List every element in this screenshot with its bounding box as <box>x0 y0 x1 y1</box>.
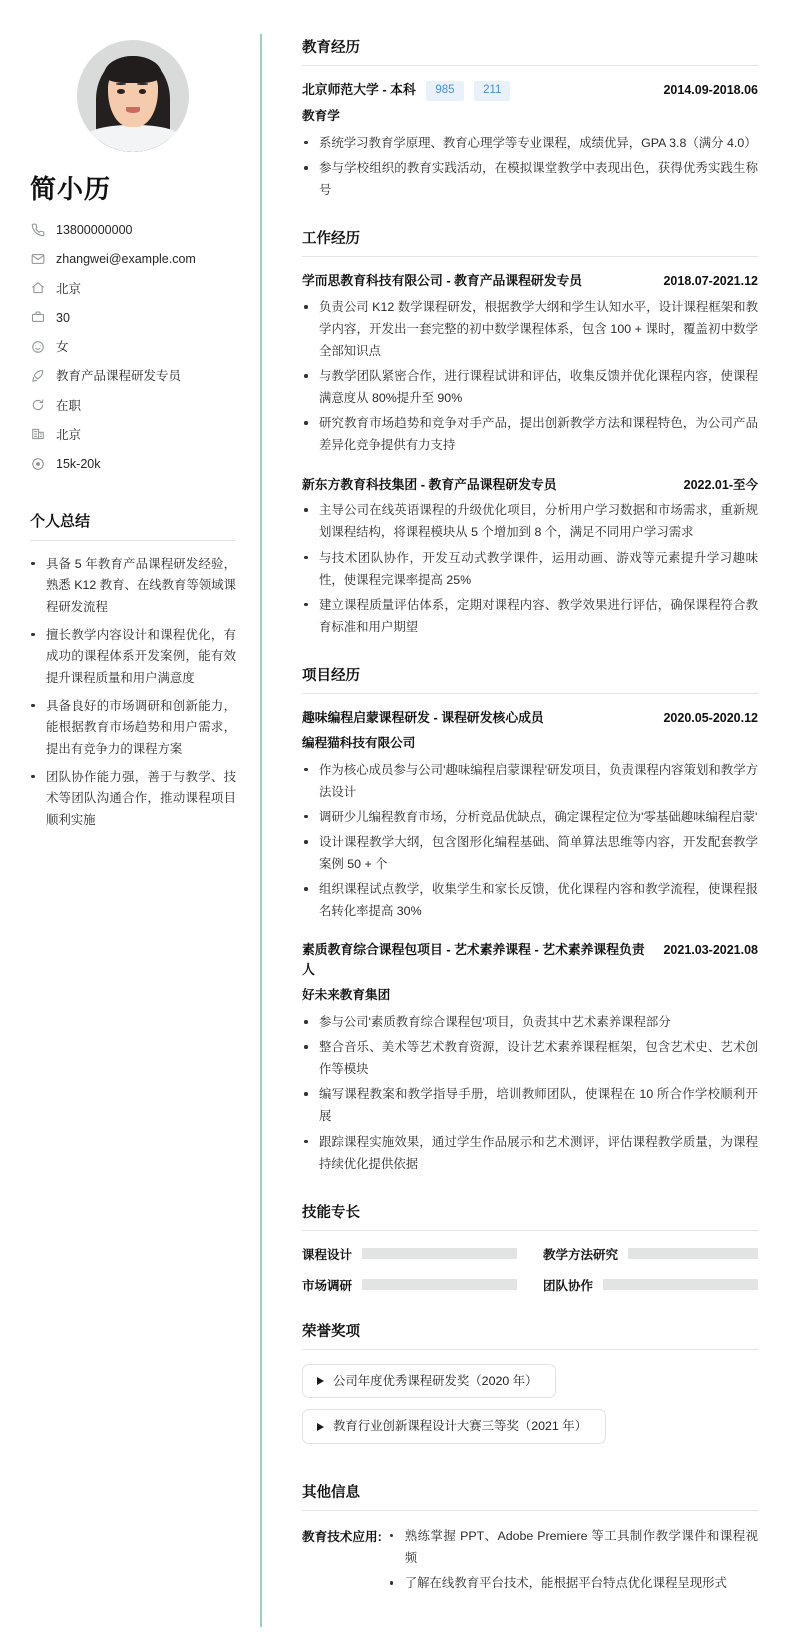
entry-title: 素质教育综合课程包项目 - 艺术素养课程 - 艺术素养课程负责人 <box>302 942 645 978</box>
entry-title: 学而思教育科技有限公司 - 教育产品课程研发专员 <box>302 273 583 289</box>
list-item: 参与公司'素质教育综合课程包'项目，负责其中艺术素养课程部分 <box>302 1011 758 1033</box>
projects-section <box>302 664 758 1175</box>
sidebar <box>0 0 262 1647</box>
education-heading: 教育经历 <box>302 36 758 66</box>
envelope-icon <box>30 251 45 266</box>
list-item: 具备良好的市场调研和创新能力，能根据教育市场趋势和用户需求，提出有竞争力的课程方案 <box>30 696 236 760</box>
skill-item <box>543 1245 758 1263</box>
award-label: 教育行业创新课程设计大赛三等奖（2021 年） <box>333 1419 588 1434</box>
list-item: 与技术团队协作，开发互动式教学课件，运用动画、游戏等元素提升学习趣味性，使课程完课率提高 25% <box>302 547 758 591</box>
list-item: 负责公司 K12 数学课程研发，根据教学大纲和学生认知水平，设计课程框架和教学内容，开发出一套完整的初中数学课程体系，包含 100 + 课时，覆盖初中数学全部知识点 <box>302 296 758 362</box>
vertical-divider <box>260 34 262 1627</box>
entry-title: 趣味编程启蒙课程研发 - 课程研发核心成员 <box>302 709 544 725</box>
entry-subtitle: 好未来教育集团 <box>302 988 391 1003</box>
entry-date: 2021.03-2021.08 <box>663 943 758 958</box>
skill-label: 团队协作 <box>543 1278 594 1293</box>
award-row <box>302 1364 758 1410</box>
entry-header <box>302 475 758 495</box>
avatar <box>77 40 189 152</box>
skill-item <box>302 1276 517 1294</box>
building-icon <box>30 427 45 442</box>
list-item: 调研少儿编程教育市场，分析竞品优缺点，确定课程定位为'零基础趣味编程启蒙' <box>302 806 758 828</box>
skill-item <box>302 1245 517 1263</box>
contact-email-value: zhangwei@example.com <box>56 252 196 267</box>
entry-header <box>302 271 758 291</box>
project-entry <box>302 708 758 923</box>
contact-salary <box>30 455 236 474</box>
summary-section <box>30 510 236 831</box>
contact-location <box>30 280 236 299</box>
list-item: 了解在线教育平台技术，能根据平台特点优化课程呈现形式 <box>388 1572 758 1594</box>
award-card[interactable] <box>302 1364 556 1399</box>
summary-heading: 个人总结 <box>30 510 236 541</box>
entry-date: 2018.07-2021.12 <box>663 274 758 289</box>
entry-header <box>302 80 758 101</box>
entry-title: 新东方教育科技集团 - 教育产品课程研发专员 <box>302 476 557 492</box>
entry-subtitle: 编程猫科技有限公司 <box>302 735 416 750</box>
contact-position-value: 教育产品课程研发专员 <box>56 369 182 384</box>
skill-progress-track <box>628 1248 758 1259</box>
award-label: 公司年度优秀课程研发奖（2020 年） <box>333 1373 538 1388</box>
contact-gender <box>30 338 236 357</box>
entry-bullets <box>302 132 758 201</box>
status-badge: 985 <box>426 81 463 101</box>
list-item: 整合音乐、美术等艺术教育资源，设计艺术素养课程框架，包含艺术史、艺术创作等模块 <box>302 1036 758 1080</box>
work-heading: 工作经历 <box>302 227 758 257</box>
education-entry <box>302 80 758 201</box>
skill-progress-track <box>362 1279 517 1290</box>
skill-label: 教学方法研究 <box>543 1247 619 1262</box>
list-item: 与教学团队紧密合作，进行课程试讲和评估，收集反馈并优化课程内容，使课程满意度从 80%提升至 90% <box>302 365 758 409</box>
entry-bullets <box>302 499 758 637</box>
award-card[interactable] <box>302 1409 606 1444</box>
list-item: 建立课程质量评估体系，定期对课程内容、教学效果进行评估，确保课程符合教育标准和用户期望 <box>302 594 758 638</box>
list-item: 系统学习教育学原理、教育心理学等专业课程，成绩优异，GPA 3.8（满分 4.0） <box>302 132 758 154</box>
entry-date: 2014.09-2018.06 <box>663 83 758 97</box>
entry-bullets <box>302 1011 758 1175</box>
work-entry <box>302 271 758 456</box>
list-item: 具备 5 年教育产品课程研发经验，熟悉 K12 教育、在线教育等领域课程研发流程 <box>30 554 236 618</box>
skill-item <box>543 1276 758 1294</box>
other-row <box>302 1525 758 1597</box>
awards-heading: 荣誉奖项 <box>302 1320 758 1350</box>
award-row <box>302 1409 758 1455</box>
contact-location-value: 北京 <box>56 281 82 296</box>
list-item: 研究教育市场趋势和竞争对手产品，提出创新教学方法和课程特色，为公司产品差异化竞争提供有力支持 <box>302 412 758 456</box>
skills-section <box>302 1201 758 1294</box>
entry-date: 2022.01-至今 <box>683 477 758 492</box>
entry-title-wrap <box>302 80 649 101</box>
triangle-right-icon <box>317 1423 324 1431</box>
avatar-brow-right <box>137 83 147 85</box>
contact-salary-value: 15k-20k <box>56 457 101 472</box>
contact-gender-value: 女 <box>56 340 69 355</box>
avatar-brow-left <box>116 83 126 85</box>
skill-label: 市场调研 <box>302 1278 353 1293</box>
contact-status <box>30 397 236 416</box>
other-bullets <box>388 1525 758 1594</box>
contact-city-value: 北京 <box>56 427 82 442</box>
entry-header <box>302 940 758 980</box>
refresh-icon <box>30 398 45 413</box>
projects-heading: 项目经历 <box>302 664 758 694</box>
list-item: 团队协作能力强，善于与教学、技术等团队沟通合作，推动课程项目顺利实施 <box>30 767 236 831</box>
list-item: 编写课程教案和教学指导手册，培训教师团队，使课程在 10 所合作学校顺利开展 <box>302 1083 758 1127</box>
other-body <box>388 1525 758 1597</box>
contact-email <box>30 250 236 269</box>
status-badge: 211 <box>474 81 510 101</box>
awards-section <box>302 1320 758 1455</box>
entry-date: 2020.05-2020.12 <box>663 710 758 725</box>
rocket-icon <box>30 368 45 383</box>
skill-progress-track <box>362 1248 517 1259</box>
triangle-right-icon <box>317 1377 324 1385</box>
entry-header <box>302 708 758 728</box>
list-item: 熟练掌握 PPT、Adobe Premiere 等工具制作教学课件和课程视频 <box>388 1525 758 1569</box>
list-item: 主导公司在线英语课程的升级优化项目，分析用户学习数据和市场需求，重新规划课程结构，将课程模块从 5 个增加到 8 个，满足不同用户学习需求 <box>302 499 758 543</box>
avatar-mouth <box>126 107 139 113</box>
work-section <box>302 227 758 638</box>
summary-list <box>30 554 236 831</box>
entry-subtitle: 教育学 <box>302 108 340 123</box>
education-section <box>302 36 758 201</box>
skills-heading: 技能专长 <box>302 1201 758 1231</box>
contact-phone <box>30 221 236 240</box>
other-section <box>302 1481 758 1597</box>
contact-list <box>30 221 236 474</box>
contact-age <box>30 309 236 328</box>
skill-progress-track <box>603 1279 758 1290</box>
list-item: 跟踪课程实施效果，通过学生作品展示和艺术测评，评估课程教学质量，为课程持续优化提供依据 <box>302 1131 758 1175</box>
home-icon <box>30 281 45 296</box>
list-item: 参与学校组织的教育实践活动，在模拟课堂教学中表现出色，获得优秀实践生称号 <box>302 157 758 201</box>
list-item: 组织课程试点教学，收集学生和家长反馈，优化课程内容和教学流程，使课程报名转化率提高 30% <box>302 878 758 922</box>
entry-title: 北京师范大学 - 本科 <box>302 82 416 97</box>
salary-icon <box>30 456 45 471</box>
skills-grid <box>302 1245 758 1294</box>
contact-phone-value: 13800000000 <box>56 223 133 238</box>
contact-age-value: 30 <box>56 310 70 325</box>
other-heading: 其他信息 <box>302 1481 758 1511</box>
work-entry <box>302 475 758 638</box>
contact-position <box>30 367 236 386</box>
entry-bullets <box>302 296 758 457</box>
briefcase-icon <box>30 310 45 325</box>
candidate-name: 简小历 <box>30 174 112 204</box>
avatar-shoulders <box>84 125 183 152</box>
list-item: 设计课程教学大纲，包含图形化编程基础、简单算法思维等内容，开发配套教学案例 50 + 个 <box>302 831 758 875</box>
phone-icon <box>30 222 45 237</box>
project-entry <box>302 940 758 1174</box>
avatar-bangs <box>104 56 162 83</box>
skill-label: 课程设计 <box>302 1247 353 1262</box>
entry-bullets <box>302 759 758 923</box>
main-content <box>262 0 794 1647</box>
avatar-wrapper <box>30 40 236 152</box>
contact-status-value: 在职 <box>56 398 82 413</box>
other-label: 教育技术应用: <box>302 1529 382 1544</box>
list-item: 作为核心成员参与公司'趣味编程启蒙课程'研发项目，负责课程内容策划和教学方法设计 <box>302 759 758 803</box>
contact-city <box>30 426 236 445</box>
list-item: 擅长教学内容设计和课程优化，有成功的课程体系开发案例，能有效提升课程质量和用户满意度 <box>30 625 236 689</box>
gender-icon <box>30 339 45 354</box>
